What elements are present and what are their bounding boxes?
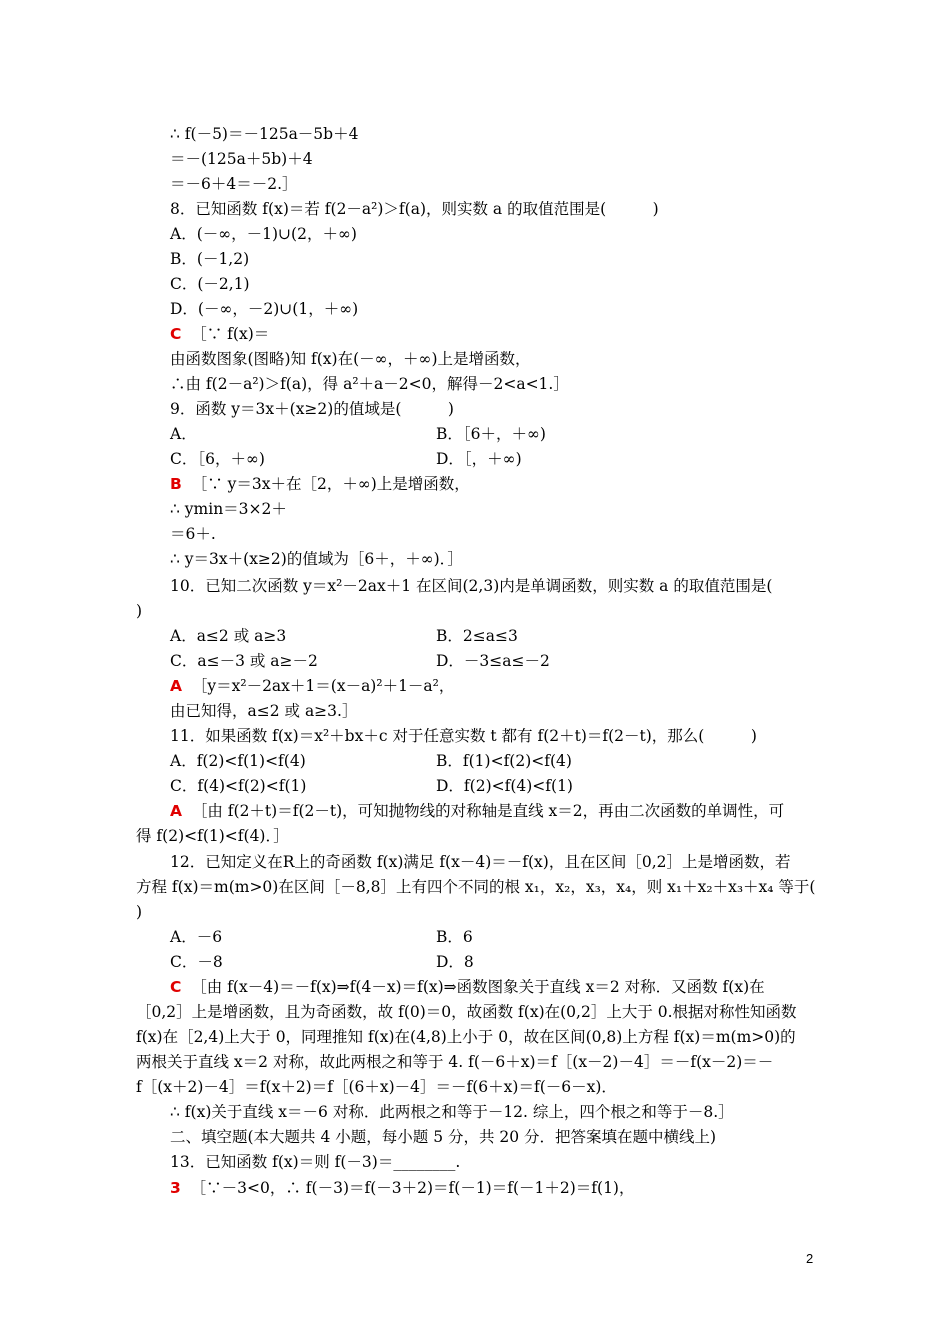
text-line: ∴ ymin＝3×2＋: [170, 500, 287, 518]
option-a: A．a≤2 或 a≥3: [170, 627, 287, 645]
option-d: D．－3≤a≤－2: [436, 652, 550, 670]
section-heading: 二、填空题(本大题共 4 小题，每小题 5 分，共 20 分．把答案填在题中横线上): [170, 1128, 717, 1146]
text-line: f(x)在［2,4)上大于 0，同理推知 f(x)在(4,8)上小于 0，故在区间(0,8)上方程 f(x)＝m(m>0)的: [136, 1028, 796, 1046]
text-line: 两根关于直线 x＝2 对称，故此两根之和等于 4. f(－6＋x)＝f［(x－2)－4］＝－f(x－2)＝－: [136, 1053, 774, 1071]
solution-text: ［y＝x²－2ax＋1＝(x－a)²＋1－a²，: [191, 677, 455, 695]
option-b: B．(－1,2): [170, 250, 250, 268]
option-d: D．f(2)<f(4)<f(1): [436, 777, 573, 795]
text-line: f［(x＋2)－4］＝f(x＋2)＝f［(6＋x)－4］＝－f(6＋x)＝f(－6－x)．: [136, 1078, 617, 1096]
option-a: A．f(2)<f(1)<f(4): [170, 752, 306, 770]
option-c: C．(－2,1): [170, 275, 250, 293]
answer-line: [170, 977, 765, 997]
solution-text: ［由 f(2＋t)＝f(2－t)，可知抛物线的对称轴是直线 x＝2，再由二次函数的单调性，可: [191, 802, 785, 820]
answer-letter: B: [170, 475, 182, 493]
text-line: ): [136, 903, 143, 921]
text-line: ∴ f(－5)＝－125a－5b＋4: [170, 125, 359, 143]
text-line: ［0,2］上是增函数，且为奇函数，故 f(0)＝0，故函数 f(x)在(0,2］上大于 0.根据对称性知函数: [136, 1003, 797, 1021]
solution-text: ［∵ f(x)＝: [191, 325, 270, 343]
option-b: B．2≤a≤3: [436, 627, 518, 645]
text-line: 由函数图象(图略)知 f(x)在(－∞，＋∞)上是增函数，: [170, 350, 531, 368]
option-c: C．a≤－3 或 a≥－2: [170, 652, 318, 670]
question-13: 13．已知函数 f(x)＝则 f(－3)＝________.: [170, 1153, 461, 1171]
text-line: ∴ f(x)关于直线 x＝－6 对称．此两根之和等于－12. 综上，四个根之和等于－8.］: [170, 1103, 734, 1121]
answer-letter: A: [170, 802, 182, 820]
option-b: B．6: [436, 928, 473, 946]
answer-letter: 3: [170, 1179, 181, 1197]
text-line: ∴ y＝3x＋(x≥2)的值域为［6＋，＋∞)．］: [170, 550, 463, 568]
answer-line: [170, 676, 454, 696]
option-c: C．f(4)<f(2)<f(1): [170, 777, 307, 795]
text-line: ): [136, 602, 143, 620]
option-c: C．［6，＋∞): [170, 450, 265, 468]
option-d: D．(－∞，－2)∪(1，＋∞): [170, 300, 359, 318]
text-line: ∴由 f(2－a²)＞f(a)，得 a²＋a－2<0，解得－2<a<1.］: [170, 375, 569, 393]
question-12: 12．已知定义在R上的奇函数 f(x)满足 f(x－4)＝－f(x)，且在区间［0,2］上是增函数，若: [170, 853, 791, 871]
text-line: 得 f(2)<f(1)<f(4)．］: [136, 827, 289, 845]
option-b: B．f(1)<f(2)<f(4): [436, 752, 572, 770]
solution-text: ［由 f(x－4)＝－f(x)⇒f(4－x)＝f(x)⇒函数图象关于直线 x＝2 对称．又函数 f(x)在: [191, 978, 765, 996]
answer-line: [170, 474, 470, 494]
question-10: 10．已知二次函数 y＝x²－2ax＋1 在区间(2,3)内是单调函数，则实数 a 的取值范围是(: [170, 577, 773, 595]
option-d: D．8: [436, 953, 474, 971]
answer-line: [170, 801, 784, 821]
option-a: A．: [170, 425, 197, 443]
text-line: 方程 f(x)＝m(m>0)在区间［－8,8］上有四个不同的根 x₁，x₂，x₃，x₄，则 x₁＋x₂＋x₃＋x₄ 等于(: [136, 878, 816, 896]
question-11: 11．如果函数 f(x)＝x²＋bx＋c 对于任意实数 t 都有 f(2＋t)＝f(2－t)，那么( ): [170, 727, 757, 745]
answer-letter: C: [170, 978, 182, 996]
page-number: 2: [806, 1251, 814, 1266]
answer-letter: C: [170, 325, 182, 343]
text-line: ＝6＋.: [170, 525, 216, 543]
option-a: A．－6: [170, 928, 223, 946]
option-a: A．(－∞，－1)∪(2，＋∞): [170, 225, 357, 243]
question-9: 9．函数 y＝3x＋(x≥2)的值域是( ): [170, 400, 454, 418]
answer-line: [170, 324, 269, 344]
answer-letter: A: [170, 677, 182, 695]
text-line: 由已知得，a≤2 或 a≥3.］: [170, 702, 358, 720]
solution-text: ［∵ y＝3x＋在［2，＋∞)上是增函数，: [191, 475, 470, 493]
option-c: C．－8: [170, 953, 223, 971]
option-b: B．［6＋，＋∞): [436, 425, 546, 443]
option-d: D．［，＋∞): [436, 450, 522, 468]
solution-text: ［∵－3<0，∴ f(－3)＝f(－3＋2)＝f(－1)＝f(－1＋2)＝f(1)，: [190, 1179, 635, 1197]
question-8: 8．已知函数 f(x)＝若 f(2－a²)＞f(a)，则实数 a 的取值范围是( ): [170, 200, 659, 218]
text-line: ＝－6＋4＝－2.］: [170, 175, 298, 193]
answer-line: [170, 1178, 634, 1198]
text-line: ＝－(125a＋5b)＋4: [170, 150, 313, 168]
